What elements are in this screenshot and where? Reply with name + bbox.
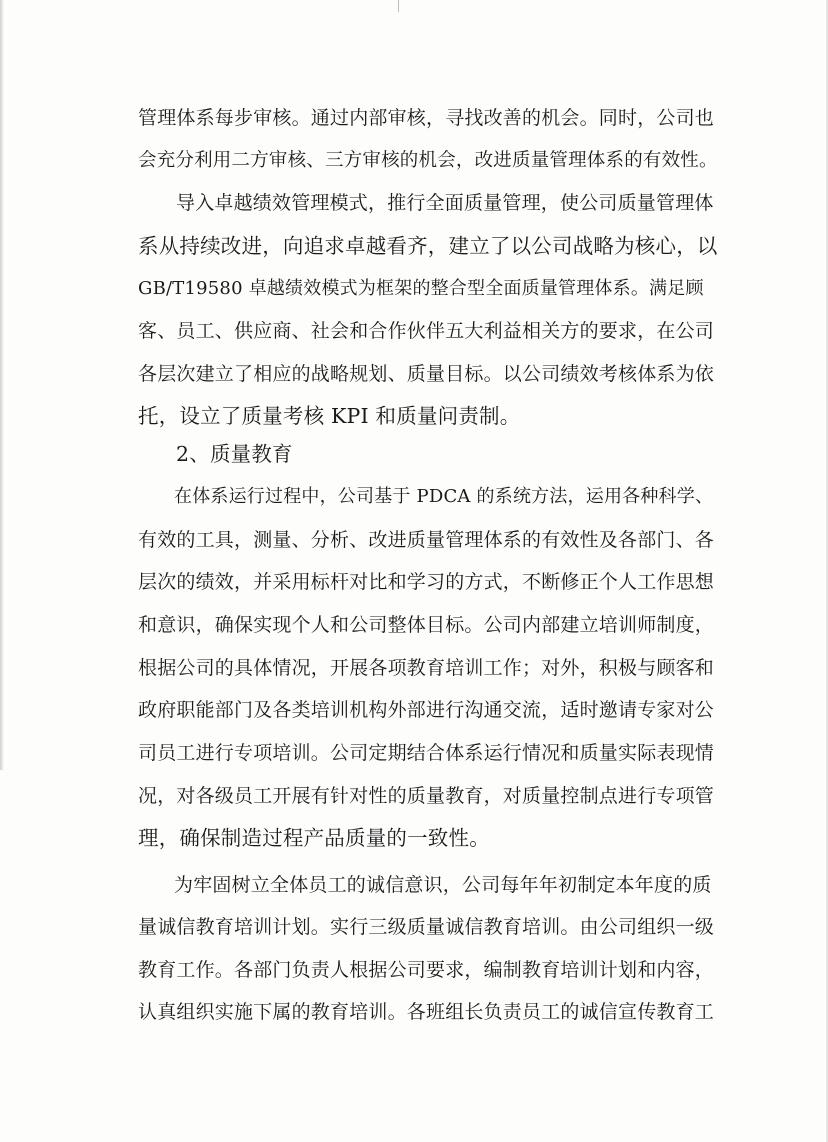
text-line: 量诚信教育培训计划。实行三级质量诚信教育培训。由公司组织一级: [138, 916, 715, 938]
text-line: 各层次建立了相应的战略规划、质量目标。以公司绩效考核体系为依: [138, 363, 715, 385]
paragraph-start-line: 为牢固树立全体员工的诚信意识，公司每年年初制定本年度的质: [174, 874, 712, 896]
text-line: 教育工作。各部门负责人根据公司要求，编制教育培训计划和内容，: [138, 959, 715, 981]
text-line: 会充分利用二方审核、三方审核的机会，改进质量管理体系的有效性。: [138, 150, 718, 171]
text-line: 司员工进行专项培训。公司定期结合体系运行情况和质量实际表现情: [138, 742, 715, 764]
text-line: 管理体系每步审核。通过内部审核，寻找改善的机会。同时，公司也: [138, 107, 715, 129]
section-heading: 2、质量教育: [176, 442, 293, 466]
text-line: 政府职能部门及各类培训机构外部进行沟通交流，适时邀请专家对公: [138, 699, 715, 721]
text-line: GB/T19580 卓越绩效模式为框架的整合型全面质量管理体系。满足顾: [138, 278, 704, 299]
paragraph-start-line: 导入卓越绩效管理模式，推行全面质量管理，使公司质量管理体: [176, 192, 714, 214]
paragraph-start-line: 在体系运行过程中，公司基于 PDCA 的系统方法，运用各种科学、: [174, 486, 714, 507]
text-line: 托，设立了质量考核 KPI 和质量问责制。: [138, 404, 521, 428]
text-line: 理，确保制造过程产品质量的一致性。: [138, 826, 490, 850]
text-line: 系从持续改进，向追求卓越看齐，建立了以公司战略为核心，以: [138, 234, 718, 258]
text-line: 层次的绩效，并采用标杆对比和学习的方式，不断修正个人工作思想: [138, 571, 715, 593]
scan-artifact-top: [398, 0, 399, 12]
text-line: 根据公司的具体情况，开展各项教育培训工作；对外，积极与顾客和: [138, 657, 715, 679]
text-line: 有效的工具，测量、分析、改进质量管理体系的有效性及各部门、各: [138, 529, 715, 551]
text-line: 和意识，确保实现个人和公司整体目标。公司内部建立培训师制度，: [138, 614, 715, 636]
text-line: 况，对各级员工开展有针对性的质量教育，对质量控制点进行专项管: [138, 785, 715, 807]
text-line: 客、员工、供应商、社会和合作伙伴五大利益相关方的要求，在公司: [138, 320, 715, 342]
scan-shadow-left: [0, 0, 4, 770]
text-line: 认真组织实施下属的教育培训。各班组长负责员工的诚信宣传教育工: [138, 1001, 715, 1023]
